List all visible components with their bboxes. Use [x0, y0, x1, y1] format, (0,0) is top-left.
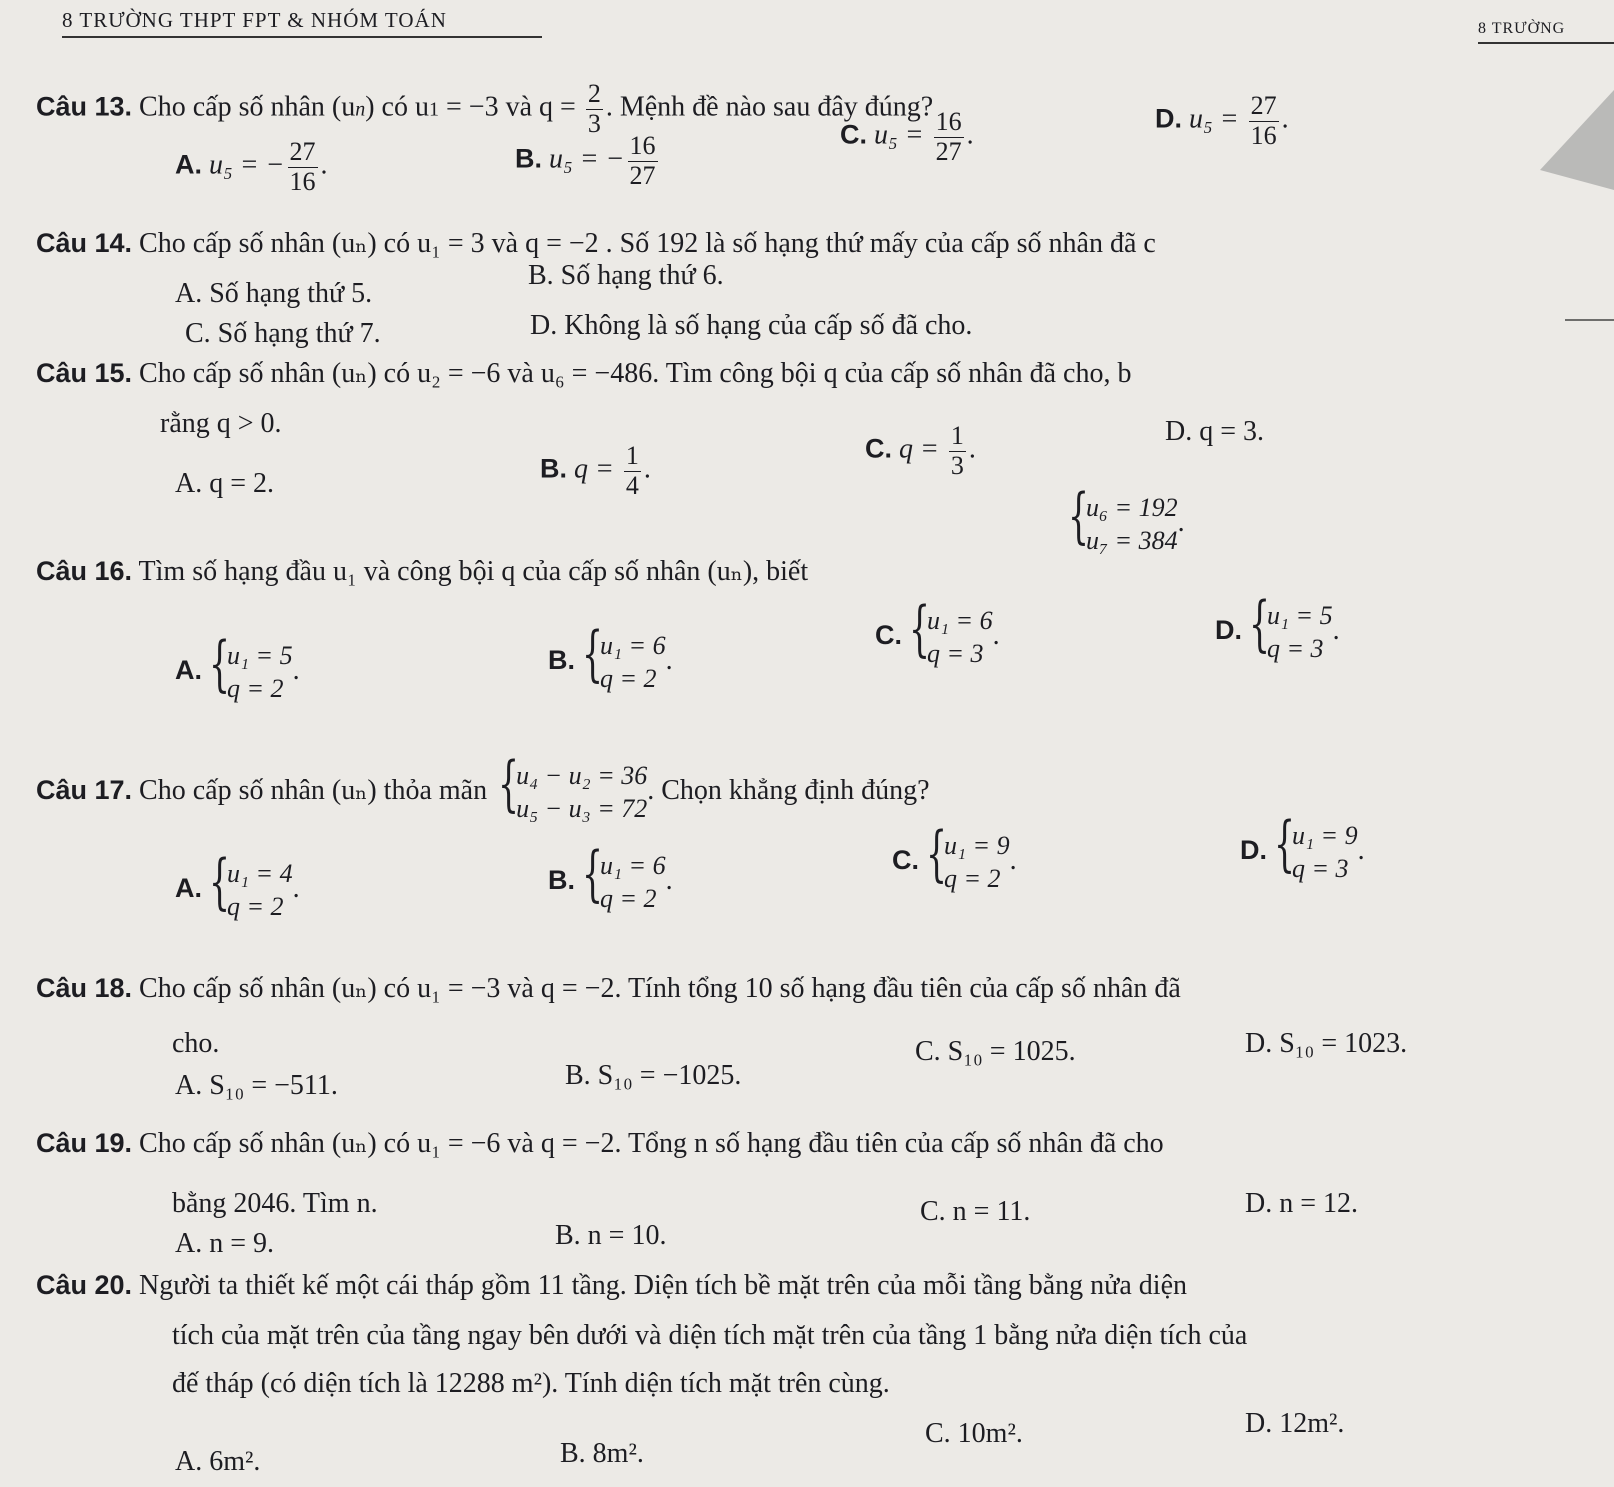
- q13-option-c: C. u₅ = $\frac{16}{27}$ .: [840, 107, 974, 166]
- q18-option-c: C. S₁₀ = 1025.: [915, 1036, 1076, 1067]
- header-right: 8 TRƯỜNG: [1478, 20, 1566, 37]
- q17-option-d: D. { u₁ = 9 q = 3 .: [1240, 809, 1365, 883]
- q14-option-a: A. Số hạng thứ 5.: [175, 278, 373, 309]
- q15-option-b: B. q = $\frac{1}{4}$ .: [540, 441, 651, 500]
- q13-label: Câu 13.: [36, 91, 133, 122]
- q16-option-b: B. { u₁ = 6 q = 2 .: [548, 619, 673, 693]
- q19-stem-2: bằng 2046. Tìm n.: [172, 1188, 378, 1219]
- q20-stem-2: tích của mặt trên của tầng ngay bên dưới và diện tích mặt trên của tầng 1 bằng nửa diện tích của: [172, 1320, 1248, 1351]
- q16-system: { u₆ = 192 u₇ = 384 .: [1068, 481, 1185, 555]
- q15-option-a: A. q = 2.: [175, 468, 275, 499]
- page-edge-line: [1565, 310, 1614, 570]
- header-left: 8 TRƯỜNG THPT FPT & NHÓM TOÁN: [62, 8, 447, 32]
- q17-option-a: A. { u₁ = 4 q = 2 .: [175, 847, 300, 921]
- q16-option-d: D. { u₁ = 5 q = 3 .: [1215, 589, 1340, 663]
- q20-option-a: A. 6m².: [175, 1446, 261, 1477]
- q18-option-d: D. S₁₀ = 1023.: [1245, 1028, 1408, 1059]
- q18-option-b: B. S₁₀ = −1025.: [565, 1060, 742, 1091]
- q19-option-d: D. n = 12.: [1245, 1188, 1359, 1219]
- q19-option-c: C. n = 11.: [920, 1196, 1031, 1227]
- q18-option-a: A. S₁₀ = −511.: [175, 1070, 338, 1101]
- q15-stem-2: rằng q > 0.: [160, 408, 282, 439]
- q14-stem: Câu 14. Cho cấp số nhân (uₙ) có u₁ = 3 và q = −2 . Số 192 là số hạng thứ mấy của cấp số nhân đã c: [36, 228, 1156, 259]
- q13-fraction: $\frac{2}{3}$: [587, 79, 601, 138]
- q18-stem-2: cho.: [172, 1028, 220, 1059]
- page-edge-shadow: [1540, 90, 1614, 190]
- q17-option-b: B. { u₁ = 6 q = 2 .: [548, 839, 673, 913]
- q20-option-b: B. 8m².: [560, 1438, 644, 1469]
- q16-option-a: A. { u₁ = 5 q = 2 .: [175, 629, 300, 703]
- q20-stem: Câu 20. Người ta thiết kế một cái tháp gồm 11 tầng. Diện tích bề mặt trên của mỗi tầng bằng nửa diện: [36, 1270, 1187, 1301]
- q15-option-c: C. q = $\frac{1}{3}$ .: [865, 421, 976, 480]
- q15-stem: Câu 15. Cho cấp số nhân (uₙ) có u₂ = −6 và u₆ = −486. Tìm công bội q của cấp số nhân đã cho, b: [36, 358, 1132, 389]
- q13-option-b: B. u₅ = − $\frac{16}{27}$: [515, 131, 656, 190]
- q16-option-c: C. { u₁ = 6 q = 3 .: [875, 594, 1000, 668]
- q20-stem-3: đế tháp (có diện tích là 12288 m²). Tính diện tích mặt trên cùng.: [172, 1368, 890, 1399]
- header-right-underline: [1478, 42, 1614, 44]
- q16-stem: Câu 16. Tìm số hạng đầu u₁ và công bội q của cấp số nhân (uₙ), biết: [36, 556, 809, 587]
- q17-option-c: C. { u₁ = 9 q = 2 .: [892, 819, 1017, 893]
- q19-stem: Câu 19. Cho cấp số nhân (uₙ) có u₁ = −6 và q = −2. Tổng n số hạng đầu tiên của cấp số nhân đã cho: [36, 1128, 1164, 1159]
- q15-option-d: D. q = 3.: [1165, 416, 1265, 447]
- q13-option-d: D. u₅ = $\frac{27}{16}$ .: [1155, 91, 1289, 150]
- q14-option-d: D. Không là số hạng của cấp số đã cho.: [530, 310, 973, 341]
- q13-stem: Câu 13. Cho cấp số nhân (un) có u1 = −3 và q = $\frac{2}{3}$ . Mệnh đề nào sau đây đúng?: [36, 79, 934, 138]
- q13-option-a: A. u₅ = − $\frac{27}{16}$ .: [175, 137, 328, 196]
- q20-option-d: D. 12m².: [1245, 1408, 1345, 1439]
- q20-option-c: C. 10m².: [925, 1418, 1023, 1449]
- header-underline: [62, 36, 542, 38]
- q14-option-b: B. Số hạng thứ 6.: [528, 260, 724, 291]
- q14-option-c: C. Số hạng thứ 7.: [185, 318, 381, 349]
- q19-option-b: B. n = 10.: [555, 1220, 667, 1251]
- q19-option-a: A. n = 9.: [175, 1228, 275, 1259]
- q18-stem: Câu 18. Cho cấp số nhân (uₙ) có u₁ = −3 và q = −2. Tính tổng 10 số hạng đầu tiên của cấp số nhân đã: [36, 973, 1181, 1004]
- q17-stem: Câu 17. Cho cấp số nhân (uₙ) thỏa mãn { u₄ − u₂ = 36 u₅ − u₃ = 72 . Chọn khẳng định đúng?: [36, 749, 930, 823]
